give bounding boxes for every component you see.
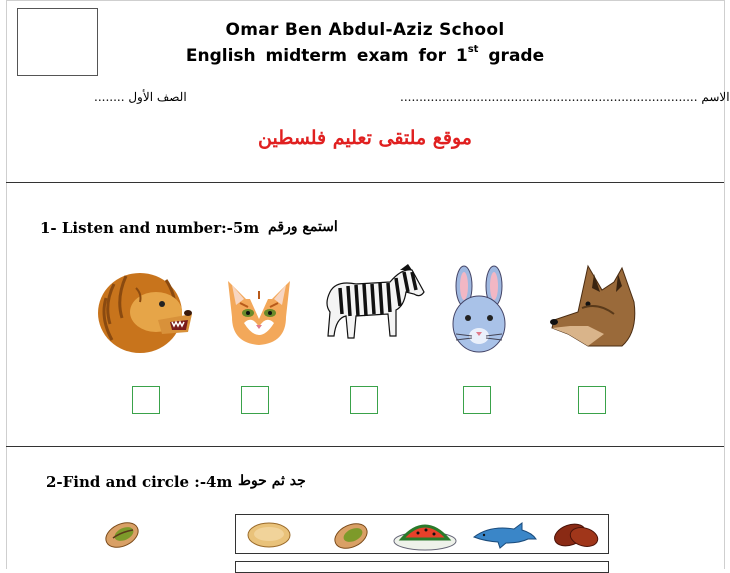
question-1-arabic-title: استمع ورقم [268,219,338,235]
pistachio-icon [103,520,141,550]
page-border-left [6,0,7,569]
lion-icon [96,268,196,358]
answer-box-lion[interactable] [132,386,160,414]
food-choices-row [235,514,609,554]
dates-icon[interactable] [550,519,602,551]
pistachio-icon[interactable] [332,521,370,551]
answer-box-cat[interactable] [241,386,269,414]
student-name-field: الاسم .............................................................................. [400,90,730,104]
rabbit-icon [446,264,512,356]
wolf-icon [548,262,640,348]
question-2-arabic-title: جد ثم حوط [238,473,306,489]
pita-bread-icon[interactable] [246,521,292,549]
exam-title-prefix: English midterm exam for 1 [185,46,468,66]
answer-box-zebra[interactable] [350,386,378,414]
class-field: الصف الأول ........ [94,90,187,104]
food-choices-row-2 [235,561,609,573]
exam-title-ordinal: st [467,44,479,56]
question-2-title: 2-Find and circle :-4m [46,473,233,491]
dolphin-icon[interactable] [470,521,540,549]
question-1-title: 1- Listen and number:-5m [40,219,260,237]
cat-icon [220,277,298,349]
answer-box-rabbit[interactable] [463,386,491,414]
exam-title-suffix: grade [478,46,545,66]
exam-title [150,46,580,66]
answer-box-wolf[interactable] [578,386,606,414]
page-border-top [6,0,724,1]
site-name: موقع ملتقى تعليم فلسطين [258,127,472,149]
section-divider [6,446,724,447]
page-border-right [724,0,725,569]
watermelon-icon[interactable] [392,519,458,551]
school-title: Omar Ben Abdul-Aziz School [225,20,505,40]
zebra-icon [316,262,428,342]
section-divider [6,182,724,183]
logo-placeholder-box [17,8,98,76]
